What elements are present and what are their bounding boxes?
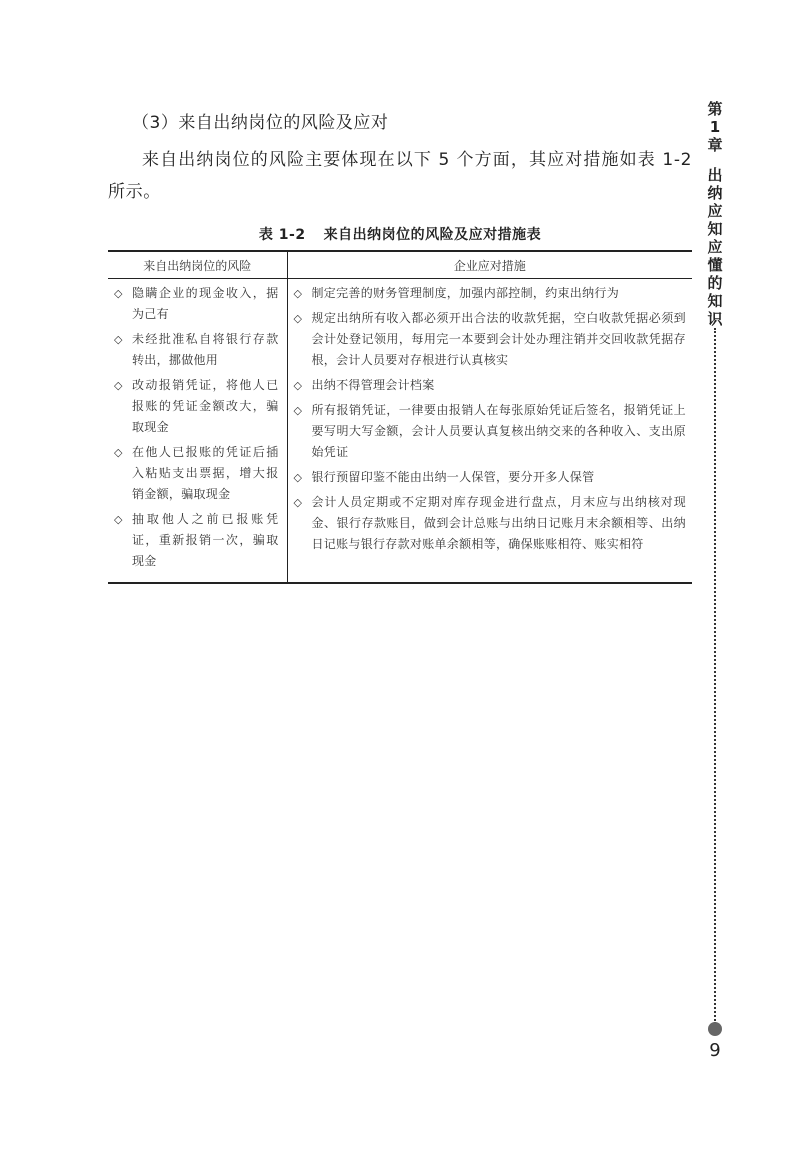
diamond-bullet-icon: ◇ [293, 312, 302, 325]
header-measures: 企业应对措施 [287, 251, 692, 279]
chapter-sidebar [700, 100, 730, 1060]
chapter-char: 第 [707, 100, 723, 118]
table-header-row [108, 251, 692, 279]
measure-text: 银行预留印鉴不能由出纳一人保管，要分开多人保管 [311, 470, 595, 484]
list-item [294, 492, 687, 555]
diamond-bullet-icon: ◇ [293, 379, 302, 392]
diamond-bullet-icon: ◇ [293, 496, 302, 509]
diamond-bullet-icon: ◇ [114, 333, 123, 346]
diamond-bullet-icon: ◇ [114, 379, 123, 392]
list-item [294, 400, 687, 463]
list-item [294, 467, 687, 488]
measure-list [294, 283, 687, 555]
measure-text: 所有报销凭证，一律要由报销人在每张原始凭证后签名，报销凭证上要写明大写金额，会计人员要认真复核出纳交来的各种收入、支出原始凭证 [311, 403, 686, 459]
table-number: 表 1-2 [258, 227, 306, 243]
risk-text: 在他人已报账的凭证后插入粘贴支出票据，增大报销金额，骗取现金 [132, 445, 279, 501]
list-item [114, 329, 279, 371]
diamond-bullet-icon: ◇ [293, 404, 302, 417]
chapter-title-char: 出 [707, 166, 723, 184]
chapter-title-char: 纳 [707, 184, 723, 202]
chapter-title-char: 知 [707, 220, 723, 238]
diamond-bullet-icon: ◇ [293, 471, 302, 484]
dot-marker-icon [708, 1022, 722, 1036]
measures-cell [287, 279, 692, 584]
measure-text: 出纳不得管理会计档案 [311, 378, 435, 392]
risk-text: 隐瞒企业的现金收入，据为己有 [132, 286, 279, 321]
list-item [294, 375, 687, 396]
measure-text: 规定出纳所有收入都必须开出合法的收款凭据，空白收款凭据必须到会计处登记领用，每用完一本要到会计处办理注销并交回收款凭据存根，会计人员要对存根进行认真核实 [311, 311, 686, 367]
diamond-bullet-icon: ◇ [114, 513, 123, 526]
chapter-label [704, 100, 726, 328]
risks-cell [108, 279, 287, 584]
chapter-title-char: 懂 [707, 256, 723, 274]
list-item [114, 442, 279, 505]
dotted-divider [714, 328, 716, 1024]
risk-text: 抽取他人之前已报账凭证，重新报销一次，骗取现金 [132, 512, 279, 568]
chapter-title-char: 的 [707, 274, 723, 292]
chapter-title-char: 应 [707, 238, 723, 256]
intro-paragraph: 来自出纳岗位的风险主要体现在以下 5 个方面，其应对措施如表 1-2 所示。 [108, 150, 692, 202]
page-number: 9 [709, 1040, 721, 1061]
list-item [294, 308, 687, 371]
list-item [114, 283, 279, 325]
chapter-title-char: 识 [707, 310, 723, 328]
chapter-number: 1 [709, 118, 721, 136]
list-item [114, 509, 279, 572]
list-item [114, 375, 279, 438]
measure-text: 制定完善的财务管理制度，加强内部控制，约束出纳行为 [311, 286, 620, 300]
diamond-bullet-icon: ◇ [114, 287, 123, 300]
diamond-bullet-icon: ◇ [114, 446, 123, 459]
table-caption [108, 224, 692, 244]
chapter-title-char: 知 [707, 292, 723, 310]
diamond-bullet-icon: ◇ [293, 287, 302, 300]
main-content [108, 110, 692, 584]
risk-text: 改动报销凭证，将他人已报账的凭证金额改大，骗取现金 [132, 378, 279, 434]
risk-text: 未经批准私自将银行存款转出，挪做他用 [132, 332, 279, 367]
header-risks: 来自出纳岗位的风险 [108, 251, 287, 279]
table-row [108, 279, 692, 584]
subheading: （3）来自出纳岗位的风险及应对 [132, 113, 389, 133]
risk-measures-table [108, 250, 692, 584]
list-item [294, 283, 687, 304]
risk-list [114, 283, 279, 572]
measure-text: 会计人员定期或不定期对库存现金进行盘点，月末应与出纳核对现金、银行存款账目，做到会计总账与出纳日记账月末余额相等、出纳日记账与银行存款对账单余额相等，确保账账相符、账实相符 [311, 495, 686, 551]
table-title: 来自出纳岗位的风险及应对措施表 [323, 227, 542, 243]
chapter-char: 章 [707, 136, 723, 154]
chapter-title-char: 应 [707, 202, 723, 220]
